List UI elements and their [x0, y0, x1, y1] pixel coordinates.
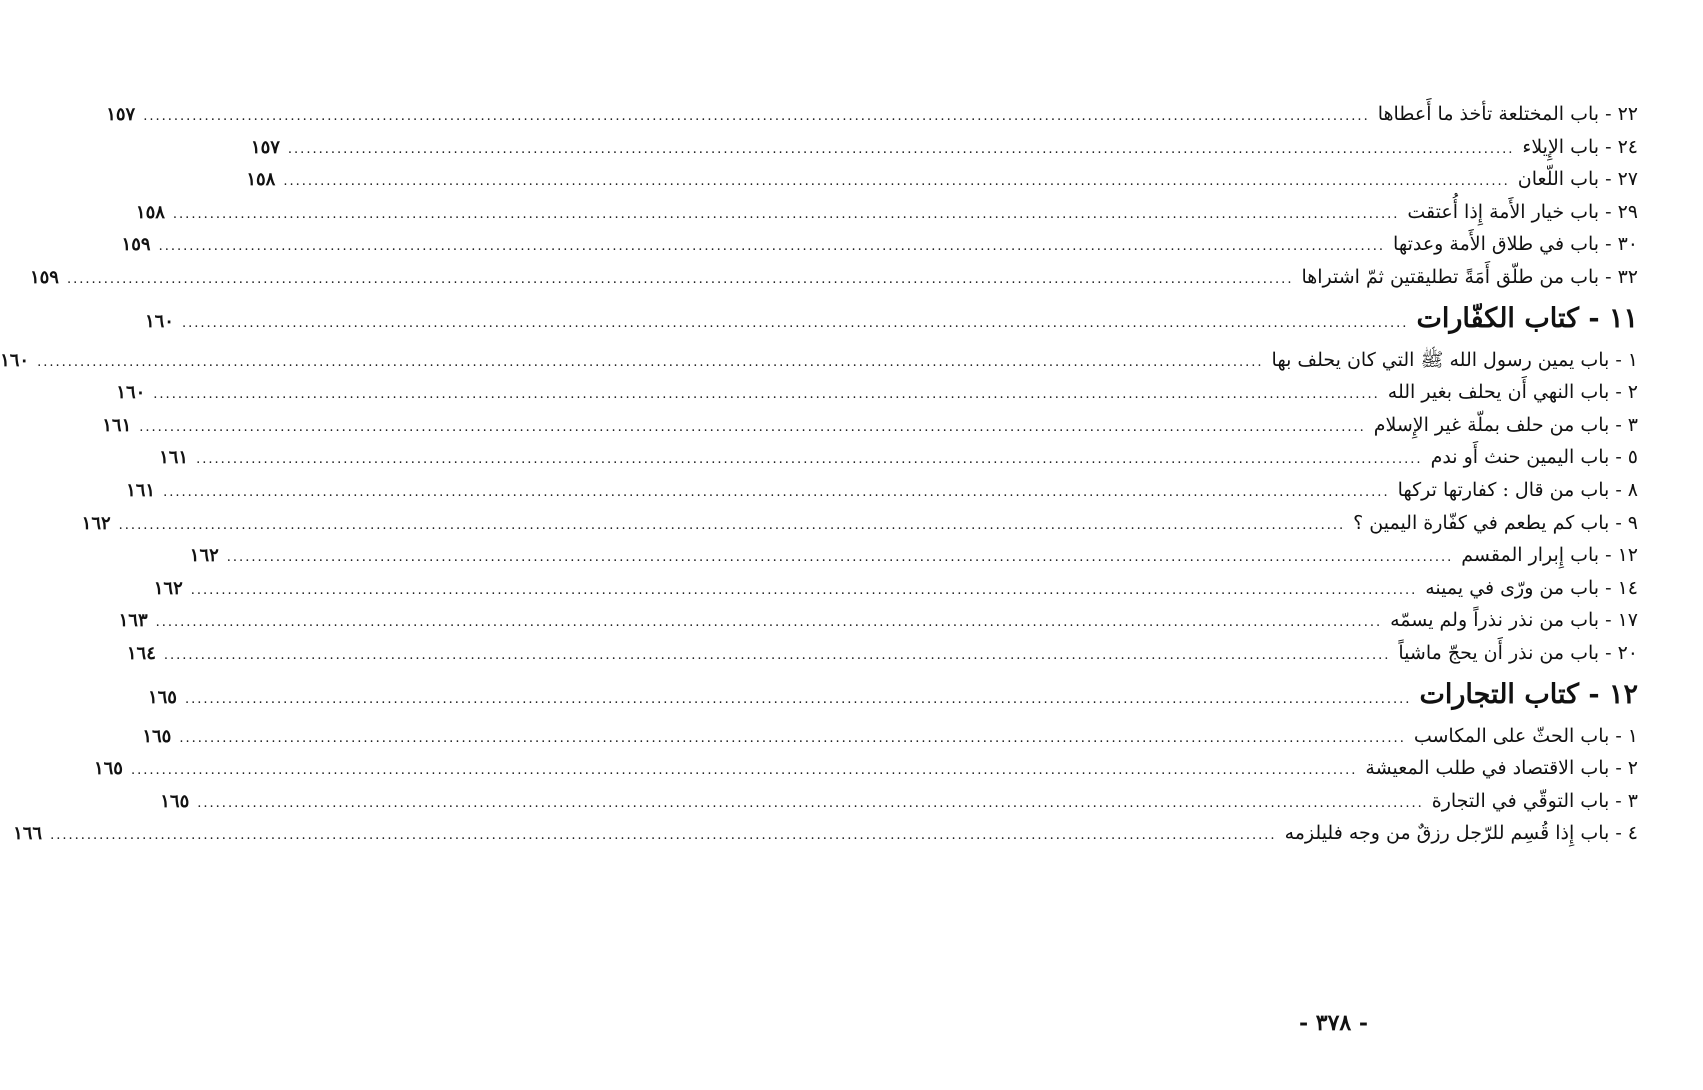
toc-entry — [121, 228, 1638, 261]
toc-entry — [0, 344, 1638, 377]
toc-entry-page: ١٦٢ — [153, 577, 183, 599]
toc-entry — [118, 604, 1638, 637]
dot-leader: ........................................................................................................................................................................................................ — [226, 550, 1454, 566]
toc-entry-page: ١٦٥ — [147, 686, 177, 708]
toc-entry-title: ٩ - باب كم يطعم في كفّارة اليمين ؟ — [1353, 511, 1638, 534]
toc-entry-title: ١٢ - كتاب التجارات — [1419, 678, 1638, 710]
toc-entry — [135, 196, 1638, 229]
toc-entry-title: ٢ - باب الاقتصاد في طلب المعيشة — [1365, 757, 1638, 780]
toc-entry-title: ٣٢ - باب من طلّق أَمَةً تطليقتين ثمّ اشتراها — [1301, 265, 1638, 288]
page-number: - ٣٧٨ - — [1298, 1010, 1369, 1036]
dot-leader: ........................................................................................................................................................................................................ — [66, 271, 1294, 287]
toc-entry-title: ٨ - باب من قال : كفارتها تركها — [1397, 478, 1638, 501]
dot-leader: ........................................................................................................................................................................................................ — [143, 109, 1370, 124]
toc-entry-page: ١٥٩ — [29, 266, 59, 288]
toc-entry — [153, 572, 1638, 605]
toc-entry — [13, 817, 1638, 850]
toc-entry — [81, 507, 1638, 540]
toc-entry-page: ١٦٠ — [144, 310, 174, 332]
toc-entry-page: ١٦٣ — [118, 610, 148, 632]
toc-entry — [246, 163, 1638, 196]
toc-entry-title: ١٤ - باب من ورّى في يمينه — [1425, 576, 1638, 599]
toc-entry-title: ٢٢ - باب المختلعة تأخذ ما أَعطاها — [1377, 103, 1638, 125]
toc-entry-title: ٣ - باب من حلف بملّة غير الإِسلام — [1373, 413, 1638, 436]
dot-leader: ........................................................................................................................................................................................................ — [196, 452, 1423, 468]
toc-entry — [142, 720, 1638, 753]
table-of-contents — [0, 98, 1638, 850]
toc-entry-title: ١٢ - باب إِبرار المقسم — [1461, 544, 1638, 567]
toc-entry-page: ١٥٩ — [121, 234, 151, 256]
toc-entry-title: ٤ - باب إِذا قُسِم للرّجل رزقٌ من وجه فليلزمه — [1284, 822, 1638, 845]
toc-entry-page: ١٦١ — [102, 414, 132, 436]
toc-entry-title: ٣ - باب التوقّي في التجارة — [1431, 789, 1638, 812]
dot-leader: ........................................................................................................................................................................................................ — [184, 691, 1412, 707]
dot-leader: ........................................................................................................................................................................................................ — [163, 484, 1390, 500]
dot-leader: ........................................................................................................................................................................................................ — [158, 239, 1386, 255]
toc-entry-title: ٢٤ - باب الإِيلاء — [1522, 135, 1638, 158]
dot-leader: ........................................................................................................................................................................................................ — [163, 647, 1391, 663]
toc-entry — [250, 131, 1638, 164]
dot-leader: ........................................................................................................................................................................................................ — [197, 795, 1424, 811]
toc-entry-page: ١٥٧ — [250, 136, 280, 158]
toc-entry-title: ١ - باب يمين رسول الله ﷺ التي كان يحلف بها — [1271, 348, 1638, 371]
toc-entry — [106, 98, 1638, 131]
toc-entry-page: ١٦٥ — [160, 790, 190, 812]
toc-entry-title: ٢٠ - باب من نذر أَن يحجّ ماشياً — [1398, 641, 1638, 664]
dot-leader: ........................................................................................................................................................................................................ — [181, 315, 1409, 331]
dot-leader: ........................................................................................................................................................................................................ — [172, 206, 1400, 222]
toc-entry-page: ١٥٧ — [106, 104, 136, 125]
dot-leader: ........................................................................................................................................................................................................ — [153, 387, 1380, 403]
toc-entry-page: ١٦١ — [159, 447, 189, 469]
dot-leader: ........................................................................................................................................................................................................ — [37, 354, 1264, 370]
toc-entry-page: ١٥٨ — [246, 169, 276, 191]
dot-leader: ........................................................................................................................................................................................................ — [130, 763, 1358, 779]
toc-entry-page: ١٦٢ — [189, 545, 219, 567]
toc-entry — [126, 637, 1638, 670]
toc-entry-page: ١٥٨ — [135, 201, 165, 223]
dot-leader: ........................................................................................................................................................................................................ — [179, 730, 1406, 746]
toc-entry-page: ١٦٠ — [116, 382, 146, 404]
dot-leader: ........................................................................................................................................................................................................ — [155, 615, 1383, 631]
dot-leader: ........................................................................................................................................................................................................ — [118, 517, 1346, 533]
toc-entry — [189, 539, 1638, 572]
dot-leader: ........................................................................................................................................................................................................ — [283, 174, 1510, 190]
toc-entry — [126, 474, 1638, 507]
toc-entry-title: ١ - باب الحثّ على المكاسب — [1413, 724, 1638, 747]
toc-entry — [159, 441, 1638, 474]
toc-entry-title: ١١ - كتاب الكفّارات — [1416, 302, 1638, 334]
toc-entry-page: ١٦٦ — [13, 823, 43, 845]
dot-leader: ........................................................................................................................................................................................................ — [190, 582, 1418, 598]
toc-entry-page: ١٦٥ — [93, 758, 123, 780]
toc-entry-page: ١٦١ — [126, 479, 156, 501]
toc-entry-title: ١٧ - باب من نذر نذراً ولم يسمّه — [1390, 609, 1638, 632]
toc-entry — [29, 261, 1638, 294]
toc-entry-title: ٢٧ - باب اللّعان — [1517, 168, 1638, 191]
toc-entry-title: ٢٩ - باب خيار الأَمة إِذا أُعتقت — [1407, 200, 1638, 223]
toc-entry-page: ١٦٢ — [81, 512, 111, 534]
toc-entry — [160, 785, 1638, 818]
toc-entry-page: ١٦٥ — [142, 725, 172, 747]
toc-entry-title: ٣٠ - باب في طلاق الأَمة وعدتها — [1393, 233, 1638, 256]
toc-entry — [116, 376, 1638, 409]
dot-leader: ........................................................................................................................................................................................................ — [50, 828, 1277, 844]
toc-entry-page: ١٦٠ — [0, 349, 30, 371]
toc-entry-title: ٢ - باب النهي أَن يحلف بغير الله — [1387, 381, 1638, 404]
dot-leader: ........................................................................................................................................................................................................ — [287, 141, 1515, 157]
toc-chapter-heading — [147, 670, 1638, 720]
toc-entry-title: ٥ - باب اليمين حنث أَو ندم — [1430, 446, 1638, 469]
toc-entry — [102, 409, 1638, 442]
dot-leader: ........................................................................................................................................................................................................ — [139, 419, 1366, 435]
toc-chapter-heading — [144, 294, 1638, 344]
toc-entry-page: ١٦٤ — [126, 642, 156, 664]
toc-entry — [93, 752, 1638, 785]
